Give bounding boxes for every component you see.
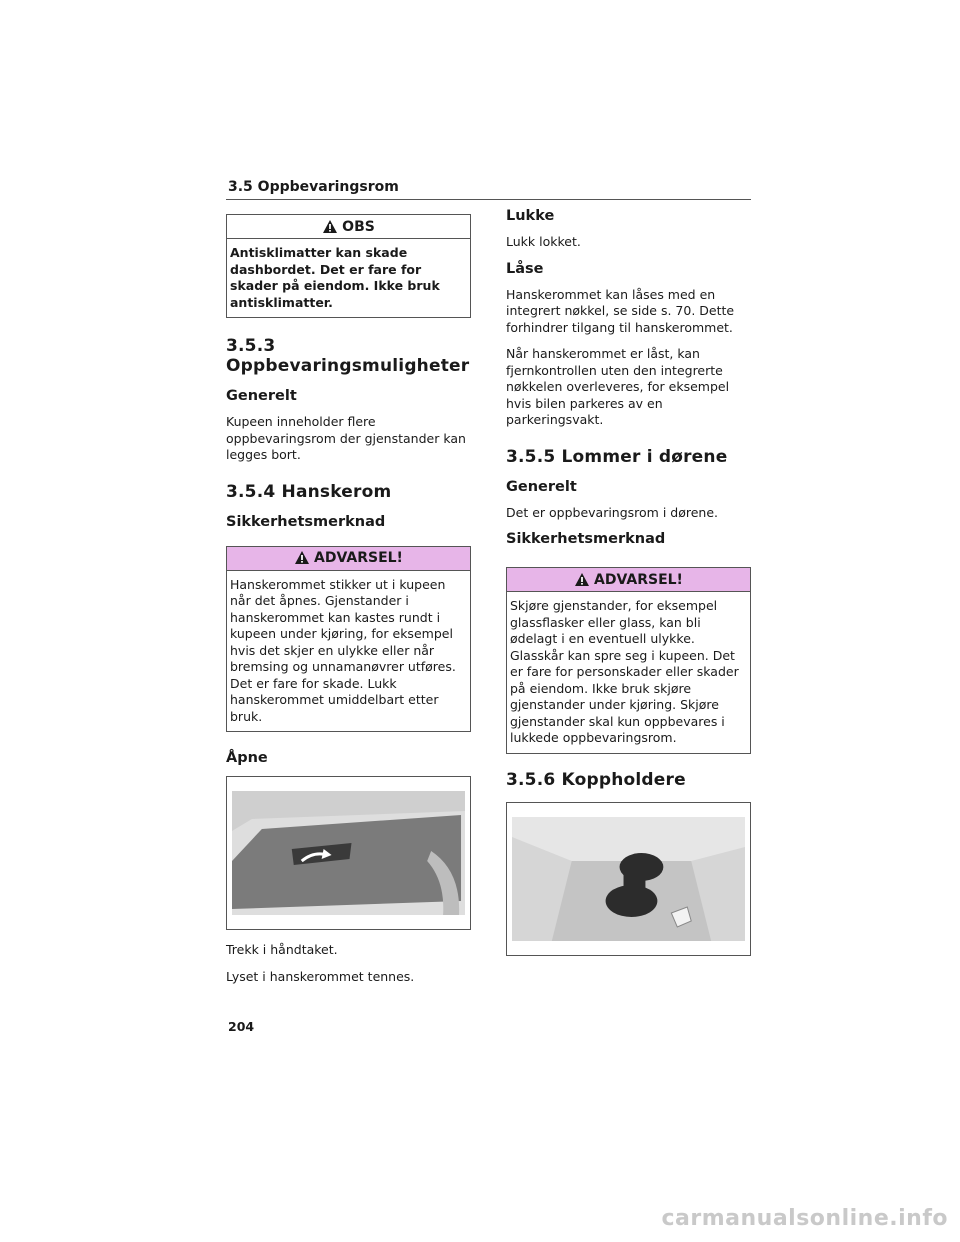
obs-text: Antisklimatter kan skade dashbordet. Det er fare for skader på eiendom. Ikke bruk antisklimatter. xyxy=(230,245,440,310)
cupholder-figure xyxy=(506,802,751,956)
heading-3-5-4: 3.5.4 Hanskerom xyxy=(226,481,392,502)
warning-header-2 xyxy=(507,568,750,592)
warning-title-2: ADVARSEL! xyxy=(594,571,683,588)
heading-3-5-3: 3.5.3 Oppbevaringsmuligheter xyxy=(226,336,470,376)
heading-generelt-2: Generelt xyxy=(506,478,577,495)
obs-title: OBS xyxy=(342,218,375,235)
section-header: 3.5 Oppbevaringsrom xyxy=(228,179,399,195)
cupholder-illustration xyxy=(512,817,745,941)
heading-generelt: Generelt xyxy=(226,388,297,404)
heading-sikkerhetsmerknad: Sikkerhetsmerknad xyxy=(226,513,386,530)
left-column xyxy=(226,214,471,995)
warning-triangle-icon xyxy=(294,550,310,566)
obs-header xyxy=(227,215,470,239)
heading-lase: Låse xyxy=(506,260,544,277)
right-column xyxy=(506,208,751,968)
heading-lukke: Lukke xyxy=(506,208,555,224)
glovebox-figure xyxy=(226,776,471,930)
watermark: carmanualsonline.info xyxy=(661,1206,948,1231)
apne-step-2: Lyset i hanskerommet tennes. xyxy=(226,968,415,984)
warning-triangle-icon xyxy=(322,219,338,235)
lase-text-1: Hanskerommet kan låses med en integrert nøkkel, se side s. 70. Dette forhindrer tilgang til hanskerommet. xyxy=(506,286,735,335)
lukke-text: Lukk lokket. xyxy=(506,234,581,249)
generelt-text: Kupeen inneholder flere oppbevaringsrom der gjenstander kan legges bort. xyxy=(226,414,466,462)
warning-text-2: Skjøre gjenstander, for eksempel glassflasker eller glass, kan bli ødelagt i en eventuell ulykke. Glasskår kan spre seg i kupeen. Det er fare for personskader eller skader på eiendom. Ikke bruk skjøre gjenstander under kjøring. Skjøre gjenstander skal kun oppbevares i lukkede oppbevaringsrom. xyxy=(510,598,739,745)
apne-step-1: Trekk i håndtaket. xyxy=(226,942,338,957)
header-divider xyxy=(226,199,751,200)
heading-3-5-6: 3.5.6 Koppholdere xyxy=(506,769,686,790)
generelt-2-text: Det er oppbevaringsrom i dørene. xyxy=(506,504,719,520)
warning-box-glovebox xyxy=(226,546,471,733)
heading-apne: Åpne xyxy=(226,750,268,766)
warning-box-door xyxy=(506,567,751,754)
lase-text-2: Når hanskerommet er låst, kan fjernkontrollen uten den integrerte nøkkelen overleveres, for eksempel hvis bilen parkeres av en parkeringsvakt. xyxy=(506,346,730,427)
warning-title: ADVARSEL! xyxy=(314,550,403,566)
glovebox-illustration xyxy=(232,791,465,915)
heading-3-5-5: 3.5.5 Lommer i dørene xyxy=(506,446,728,467)
heading-sikkerhetsmerknad-2: Sikkerhetsmerknad xyxy=(506,531,666,547)
obs-box xyxy=(226,214,471,318)
warning-header xyxy=(227,547,470,571)
warning-text: Hanskerommet stikker ut i kupeen når det åpnes. Gjenstander i hanskerommet kan kastes rundt i kupeen under kjøring, for eksempel hvis det skjer en ulykke eller når bremsing og unnamanøvrer utføres. Det er fare for skade. Lukk hanskerommet umiddelbart etter bruk. xyxy=(230,576,456,724)
page-number: 204 xyxy=(228,1019,255,1034)
warning-triangle-icon xyxy=(574,572,590,588)
